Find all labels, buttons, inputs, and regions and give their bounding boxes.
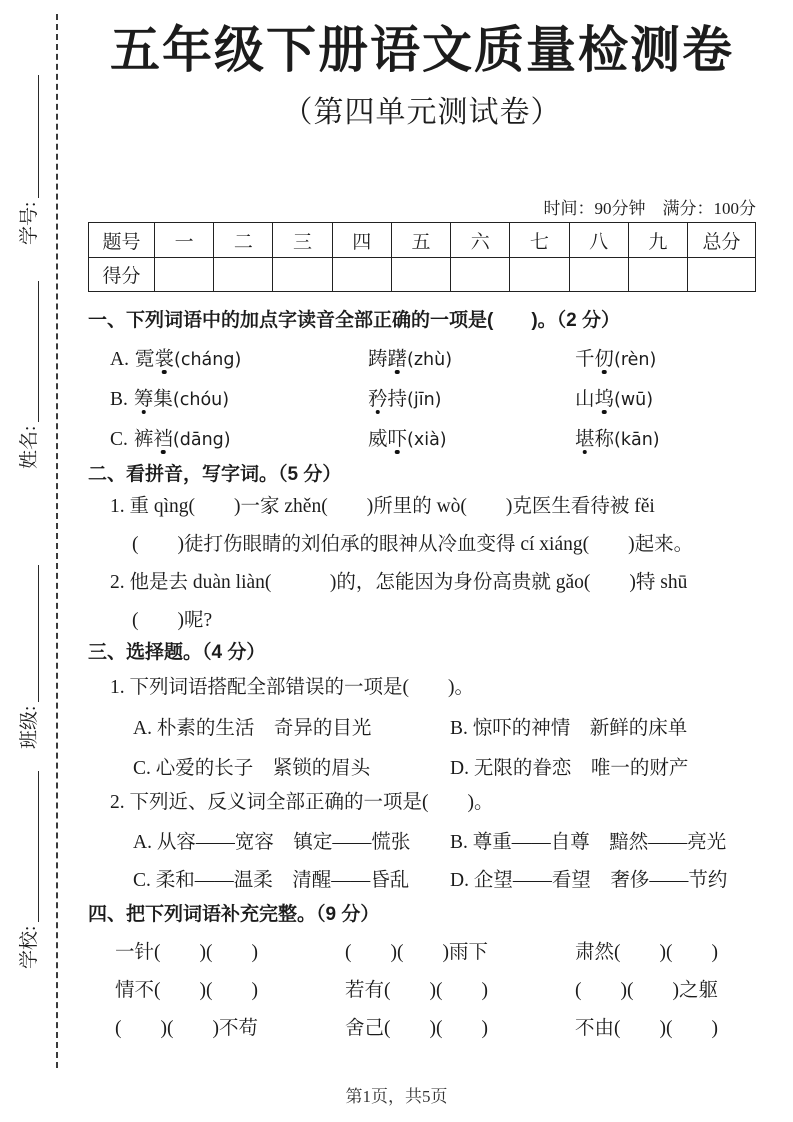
word-text: 踌 [368,349,388,370]
dotted-word [135,349,241,370]
time-score-info: 时间：90分钟 满分：100分 [543,199,756,218]
section-4-idiom-grid [88,934,756,1048]
school-field [17,771,43,969]
option-column [575,420,756,460]
dotted-word [134,429,231,450]
binding-dashed-line [56,14,58,1068]
idiom-blank-item: 情不( )( ) [115,980,258,1001]
paper-subtitle: （第四单元测试卷） [282,96,562,129]
pinyin-text: (zhù) [407,350,453,370]
dotted-char: 躇 [387,349,408,370]
idiom-blank-item: 肃然( )( ) [575,942,718,963]
student-name-label: 姓名: [19,425,40,469]
pinyin-writing-line: ( )呢? [132,610,213,631]
pinyin-text: (chóu) [172,390,230,410]
option-column [575,340,756,380]
dotted-char: 筹 [133,389,154,410]
pinyin-text: (wū) [614,390,654,410]
option-column [368,340,575,380]
score-cell [688,258,756,292]
student-id-label: 学号: [19,201,40,245]
pinyin-writing-line: 2. 他是去 duàn liàn( )的，怎能因为身份高贵就 gǎo( )特 shū [110,572,688,593]
class-blank-line [17,565,39,702]
score-cell [510,258,569,292]
section-1-options [88,340,756,460]
section-2-heading: 二、看拼音，写字词。（5 分） [88,464,342,485]
score-table-header-cell: 五 [391,223,450,258]
word-text: 山 [575,389,595,410]
section-3-q2-options [88,824,756,900]
school-blank-line [17,771,39,922]
dotted-char: 仞 [594,349,615,370]
option-row-A [88,340,756,380]
student-id-field [17,75,43,245]
idiom-blank-item: 若有( )( ) [345,980,488,1001]
choice-option-B: B. 尊重——自尊 黯然——亮光 [450,832,727,853]
option-column [110,420,368,460]
choice-option-C: C. 柔和——温柔 清醒——昏乱 [133,870,410,891]
score-table-header-cell: 总分 [688,223,756,258]
class-field [17,565,43,749]
dotted-char: 吓 [387,429,408,450]
pinyin-text: (jīn) [407,390,442,410]
idiom-blank-item: ( )( )之躯 [575,980,718,1001]
dotted-word [368,349,452,370]
section-4-heading: 四、把下列词语补充完整。（9 分） [88,904,380,925]
choice-option-B: B. 惊吓的神情 新鲜的床单 [450,718,688,739]
pinyin-text: (xià) [407,430,447,450]
score-table-header-cell: 题号 [89,223,155,258]
dotted-char: 裆 [153,429,173,450]
score-cell [273,258,332,292]
section-2-lines [88,488,756,640]
pinyin-text: (rèn) [614,350,657,370]
choice-option-D: D. 无限的眷恋 唯一的财产 [450,758,689,779]
score-cell [214,258,273,292]
idiom-blank-item: 一针( )( ) [115,942,258,963]
choice-option-A: A. 朴素的生活 奇异的目光 [133,718,372,739]
score-table-header-cell: 一 [155,223,214,258]
option-column [368,380,575,420]
option-column [575,380,756,420]
dotted-char: 矜 [368,389,388,410]
word-text: 霓 [134,349,155,370]
idiom-blank-item: ( )( )不苟 [115,1018,258,1039]
dotted-word [575,389,653,410]
idiom-blank-item: 舍己( )( ) [345,1018,488,1039]
score-row-label: 得分 [89,258,155,292]
paper-content [88,0,756,1048]
option-column [110,380,368,420]
option-letter: C. [110,429,128,450]
pinyin-writing-line: ( )徒打伤眼睛的刘伯承的眼神从冷血变得 cí xiáng( )起来。 [132,534,694,555]
score-cell [451,258,510,292]
idiom-blank-item: ( )( )雨下 [345,942,488,963]
word-text: 持 [387,389,408,410]
page-number: 第1页，共5页 [345,1087,448,1106]
pinyin-text: (cháng) [174,350,242,370]
section-3-q1-options [88,709,756,789]
choice-option-A: A. 从容——宽容 镇定——慌张 [133,832,411,853]
section-3-heading: 三、选择题。（4 分） [88,642,266,663]
score-table-header-cell: 四 [332,223,391,258]
dotted-word [575,429,660,450]
student-name-blank-line [17,281,39,422]
score-table-header-cell: 七 [510,223,569,258]
dotted-char: 坞 [594,389,615,410]
dotted-char: 裳 [154,349,174,370]
idiom-blank-item: 不由( )( ) [575,1018,718,1039]
option-column [110,340,368,380]
word-text: 称 [594,429,615,450]
word-text: 裤 [133,429,154,450]
choice-option-C: C. 心爱的长子 紧锁的眉头 [133,758,371,779]
dotted-word [134,389,229,410]
score-table-header-cell: 九 [628,223,687,258]
score-table-header-cell: 三 [273,223,332,258]
school-label: 学校: [19,925,40,969]
option-column [368,420,575,460]
student-id-blank-line [17,75,39,198]
score-cell [332,258,391,292]
option-row-B [88,380,756,420]
score-table [88,222,756,292]
dotted-word [368,429,447,450]
score-table-header-cell: 二 [214,223,273,258]
pinyin-text: (dāng) [172,430,231,450]
score-cell [391,258,450,292]
score-table-header-row [89,223,756,258]
option-row-C [88,420,756,460]
section-3-q2-stem: 2. 下列近、反义词全部正确的一项是( )。 [110,792,494,813]
word-text: 威 [368,429,388,450]
student-name-field [17,281,43,469]
score-cell [569,258,628,292]
dotted-word [575,349,656,370]
option-letter: B. [110,389,128,410]
pinyin-text: (kān) [614,430,660,450]
dotted-word [368,389,442,410]
paper-title: 五年级下册语文质量检测卷 [110,22,734,78]
score-cell [628,258,687,292]
score-table-header-cell: 六 [451,223,510,258]
score-table-header-cell: 八 [569,223,628,258]
choice-option-D: D. 企望——看望 奢侈——节约 [450,870,728,891]
option-letter: A. [110,349,129,370]
pinyin-writing-line: 1. 重 qìng( )一家 zhěn( )所里的 wò( )克医生看待被 fěi [110,496,655,517]
score-cell [155,258,214,292]
score-table-score-row [89,258,756,292]
dotted-char: 堪 [575,429,595,450]
section-3-q1-stem: 1. 下列词语搭配全部错误的一项是( )。 [110,677,474,698]
word-text: 千 [575,349,595,370]
class-label: 班级: [19,705,40,749]
section-1-heading: 一、下列词语中的加点字读音全部正确的一项是( )。（2 分） [88,310,621,331]
word-text: 集 [153,389,173,410]
